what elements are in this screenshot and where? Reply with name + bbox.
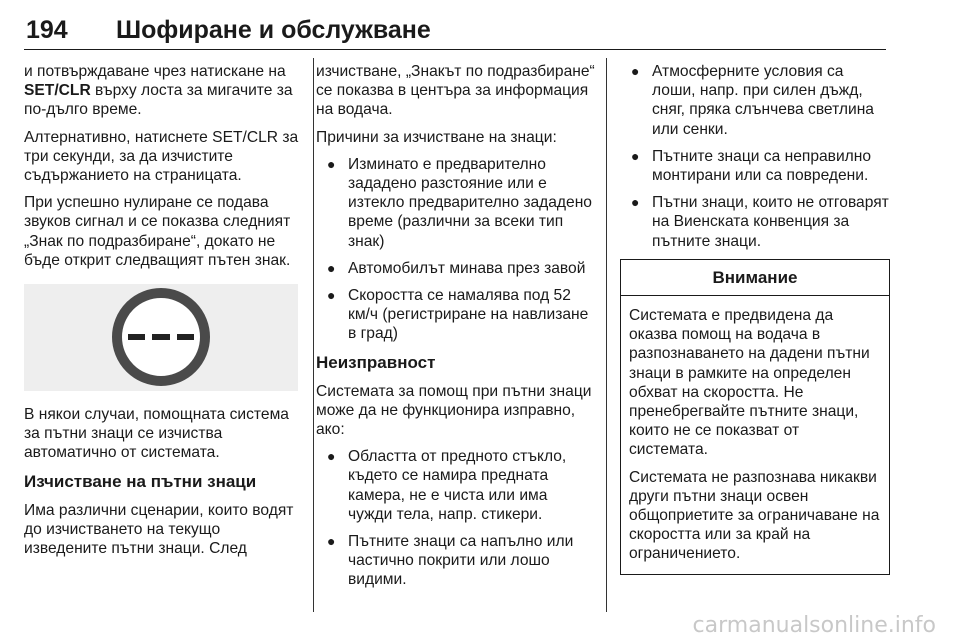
reasons-list [316,155,596,344]
warning-title: Внимание [621,260,889,296]
column-divider-2 [606,58,607,612]
paragraph-reset: и потвърждаване чрез натискане на SET/CLR върху лоста за мигачите за по-дълго време. [24,63,293,119]
warning-body [621,296,889,574]
list-item: ● Пътните знаци са неправилно монтирани или са повредени. [631,147,872,185]
column-2 [316,62,596,598]
heading-clearing-signs: Изчистване на пътни знаци [24,471,257,491]
list-item: ● Пътните знаци са напълно или частично покрити или лошо видими. [327,533,574,589]
paragraph-continued: изчистване, „Знакът по подразбиране“ се показва в центъра за информация на водача. [316,63,595,119]
header-rule [24,49,886,50]
list-item: ● Атмосферните условия са лоши, напр. при силен дъжд, сняг, пряка слънчева светлина или сенки. [631,63,874,138]
bullet-icon: ● [631,194,640,211]
paragraph-reasons: Причини за изчистване на знаци: [316,128,557,146]
paragraph-auto-clear: В някои случаи, помощната система за пътни знаци се изчиства автоматично от системата. [24,406,289,462]
list-item: ● Изминато е предварително зададено разстояние или е изтекло предварително зададено време (различни за всеки тип знак) [327,155,592,250]
list-item: ● Пътни знаци, които не отговарят на Виенската конвенция за пътните знаци. [631,194,889,250]
conditions-list [620,62,890,251]
column-3 [620,62,890,575]
page-header [24,12,886,50]
column-1 [24,62,304,566]
set-clr-label: SET/CLR [24,82,91,100]
default-sign-icon [24,284,298,391]
bullet-icon: ● [327,287,336,304]
list-item: ● Областта от предното стъкло, където се намира предната камера, не е чиста или има чужди тела, напр. стикери. [327,448,567,523]
bullet-icon: ● [327,259,336,276]
bullet-icon: ● [327,448,336,465]
column-divider-1 [313,58,314,612]
warning-paragraph-2: Системата не разпознава никакви други пътни знаци освен общоприетите за ограничаване на скоростта или за край на ограничението. [629,468,880,563]
bullet-icon: ● [631,147,640,164]
heading-malfunction: Неизправност [316,352,436,372]
bullet-icon: ● [327,533,336,550]
paragraph-alternative: Алтернативно, натиснете SET/CLR за три секунди, за да изчистите съдържанието на страницата. [24,128,299,185]
page-number: 194 [26,16,68,44]
malfunction-list [316,447,596,589]
watermark: carmanualsonline.info [692,613,936,638]
bullet-icon: ● [327,155,336,172]
section-title: Шофиране и обслужване [116,16,431,44]
default-sign-illustration [24,284,298,391]
paragraph-scenarios: Има различни сценарии, които водят до изчистването на текущо изведените пътни знаци. След [24,501,294,558]
bullet-icon: ● [631,63,640,79]
list-item: ● Скоростта се намалява под 52 км/ч (регистриране на навлизане в град) [327,287,589,343]
warning-paragraph-1: Системата е предвидена да оказва помощ на водача в разпознаването на дадени пътни знаци в рамките на определен обхват на скоростта. Не пренебрегвайте пътните знаци, които не се показват от системата. [629,307,870,459]
paragraph-malfunction: Системата за помощ при пътни знаци може да не функционира изправно, ако: [316,382,592,439]
paragraph-success: При успешно нулиране се подава звуков сигнал и се показва следният „Знак по подразбиране“, докато не бъде открит следващият пътен знак. [24,194,291,269]
warning-box [620,259,890,575]
list-item: ● Автомобилът минава през завой [327,259,586,277]
